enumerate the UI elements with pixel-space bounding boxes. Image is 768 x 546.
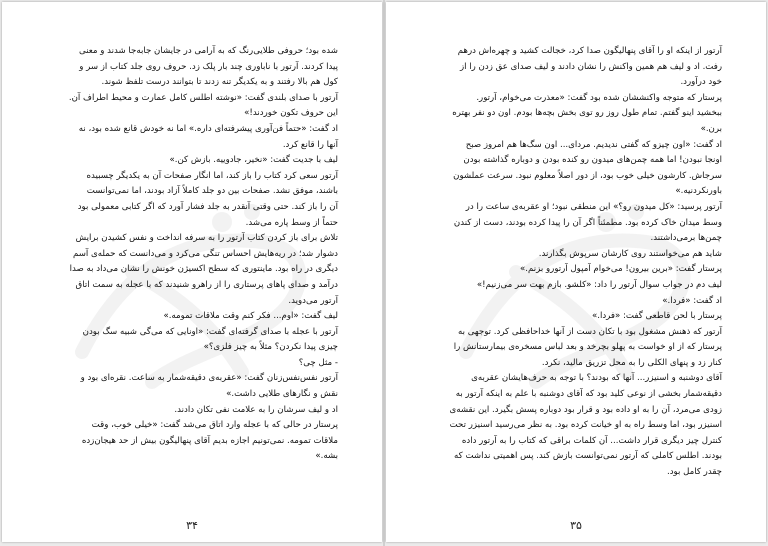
left-page (2, 2, 382, 542)
text-line: پرستار گفت: «برین بیرون! می‌خوام آمپول آرتورو بزنم.» (520, 264, 722, 275)
text-line: چقدر کامل بود. (667, 467, 722, 478)
text-line: لیف گفت: «اوم... فکر کنم وقت ملاقات تمومه.» (163, 311, 338, 322)
text-line: دشوار شد؛ در ریه‌هایش احساس تنگی می‌کرد و می‌دانست که حمله‌ی آسم (72, 248, 338, 259)
text-line: تلاش برای باز کردن کتاب آرتور را به سرفه انداخت و نفس کشیدن برایش (75, 233, 338, 244)
text-line: نقش و نگارهای طلایی داشت.» (226, 389, 338, 400)
text-line: - مثل چی؟ (298, 357, 338, 368)
text-line: آرتور نفس‌نفس‌زنان گفت: «عقربه‌ی دقیقه‌شمار به ساعت. نقره‌ای بود و (80, 373, 338, 384)
text-line: رفت. اد و لیف هم همین واکنش را نشان دادند و لیف صدای عق زدن را از (460, 61, 722, 72)
text-line: باورنکردنیه.» (675, 186, 722, 197)
left-page-text (46, 44, 338, 465)
text-line: آقای دوشنبه و اسنیزر... آنها که بودند؟ با توجه به حرف‌هایشان عقربه‌ی (471, 373, 722, 384)
text-line: زودی می‌مرد، آن را به او داده بود و قرار بود دوباره پسش بگیرد. این نقشه‌ی (449, 404, 722, 415)
text-line: سرجاش. کارشون خیلی خوب بود، از دور اصلاً معلوم نبود. سرعت عملشون (453, 170, 722, 181)
text-line: ملاقات تمومه. نمی‌تونیم اجازه بدیم آقای پنهالیگون بیش از حد هیجان‌زده (81, 435, 338, 446)
text-line: بشه.» (315, 451, 338, 462)
text-line: باشند، موفق نشد. صفحات بین دو جلد کاملاً آزاد بودند، اما نمی‌توانست (86, 186, 338, 197)
text-line: آرتور سعی کرد کتاب را باز کند، اما انگار صفحات آن به یکدیگر چسبیده (86, 170, 338, 181)
text-line: بودند. اطلس کاملی که آرتور نمی‌توانست بازش کند. پس اهمیتی نداشت که (454, 451, 722, 462)
text-line: کول هم بالا رفتند و به یکدیگر تنه زدند تا بتوانند درست تلفظ شوند. (101, 77, 338, 88)
text-line: پرستار با لحن قاطعی گفت: «فردا.» (591, 311, 722, 322)
text-line: اد گفت: «فردا.» (662, 295, 722, 306)
text-line: آرتور با عجله با صدای گرفته‌ای گفت: «اونایی که می‌گی شبیه سگ بودن (82, 326, 338, 337)
right-page (386, 2, 766, 542)
text-line: حتماً از وسط پاره می‌شد. (245, 217, 338, 228)
text-line: پرستار که متوجه واکنششان شده بود گفت: «معذرت می‌خوام، آرتور. (476, 92, 722, 103)
text-line: اد گفت: «حتماً فن‌آوری پیشرفته‌ای داره.» اما نه خودش قانع شده بود، نه (78, 123, 338, 134)
text-line: کنار زد و پنهای الکلی را به محل تزریق مالید، نکرد. (541, 357, 722, 368)
text-line: پرستار که از او خواست به پهلو بچرخد و بعد لباس مسخره‌ی بیمارستانش را (453, 342, 722, 353)
text-line: برن.» (700, 123, 722, 134)
text-line: دیگری در راه بود. ماینتوری که سطح اکسیژن خونش را نشان می‌داد به صدا (69, 264, 338, 275)
text-line: خود درآورد. (680, 77, 722, 88)
text-line: آرتور می‌دوید. (288, 295, 338, 306)
text-line: اد گفت: «اون چیزو که گفتی ندیدیم. مردای... اون سگ‌ها هم امروز صبح (465, 139, 722, 150)
text-line: شاید هم می‌خواستند روی کارشان سرپوش بگذارند. (538, 248, 722, 259)
page-number-left: ۳۴ (186, 519, 198, 532)
page-number-right: ۳۵ (570, 519, 582, 532)
text-line: آرتور از اینکه او را آقای پنهالیگون صدا کرد، خجالت کشید و چهره‌اش درهم (457, 46, 722, 56)
text-line: این حروف تکون خوردند!» (244, 108, 338, 119)
text-line: ببخشید اینو گفتم. تمام طول روز رو توی بخش بچه‌ها بودم. اون دو نفر بهتره (452, 108, 722, 119)
text-line: اسنیزر بود، اما وسط راه به او خیانت کرده بود. به نظر می‌رسید اسنیزر تحت (449, 420, 722, 431)
text-line: آن را باز کند. حتی وقتی آنقدر به جلد فشار آورد که اگر کتابی معمولی بود (77, 201, 338, 212)
text-line: آرتور با صدای بلندی گفت: «نوشته اطلس کامل عمارت و محیط اطراف آن. (68, 92, 338, 103)
text-line: آنها را قانع کرد. (282, 139, 338, 150)
text-line: شده بود؛ حروفی طلایی‌رنگ که به آرامی در جایشان جابه‌جا شدند و معنی (78, 46, 338, 56)
text-line: اونجا نبودن! اما همه چمن‌های میدون رو کنده بودن و دوباره گذاشته بودن (463, 155, 722, 166)
text-line: دقیقه‌شمار بخشی از نوعی کلید بود که آقای دوشنبه با علم به اینکه آرتور به (455, 389, 722, 400)
text-line: اد و لیف سرشان را به علامت نفی تکان دادند. (174, 404, 338, 415)
text-line: درآمد و صدای پاهای پرستاری را از راهرو شنیدند که با عجله به سمت اتاق (75, 279, 338, 290)
text-line: آرتور که ذهنش مشغول بود با تکان دست از آنها خداحافظی کرد. توجهی به (458, 326, 722, 337)
right-page-text (430, 44, 722, 481)
text-line: پرستار در حالی که با عجله وارد اتاق می‌شد گفت: «خیلی خوب، وقت (91, 420, 338, 431)
text-line: وسط میدان خاک کرده بود. مطمئناً اگر آن را پیدا کرده بودند، دست از کندن (453, 217, 722, 228)
book-gutter (383, 0, 385, 546)
text-line: چیزی پیدا نکردن؟ مثلاً به چیز فلزی؟» (203, 342, 338, 353)
text-line: کنترل چیز دیگری قرار داشت... آن کلمات براقی که کتاب را به آرتور داده (461, 435, 722, 446)
text-line: آرتور پرسید: «کل میدون رو؟» این منطقی نبود؛ او عقربه‌ی ساعت را در (465, 201, 722, 212)
text-line: چمن‌ها برمی‌داشتند. (650, 233, 722, 244)
text-line: لیف با جدیت گفت: «نخیر، جادوییه. بازش کن.» (169, 155, 338, 166)
text-line: لیف دم در جواب سوال آرتور را داد: «کلشو. بازم بهت سر می‌زنیم!» (476, 279, 722, 290)
text-line: پیدا کردند. آرتور با ناباوری چند بار پلک زد. حروف روی جلد کتاب از سر و (79, 61, 338, 72)
